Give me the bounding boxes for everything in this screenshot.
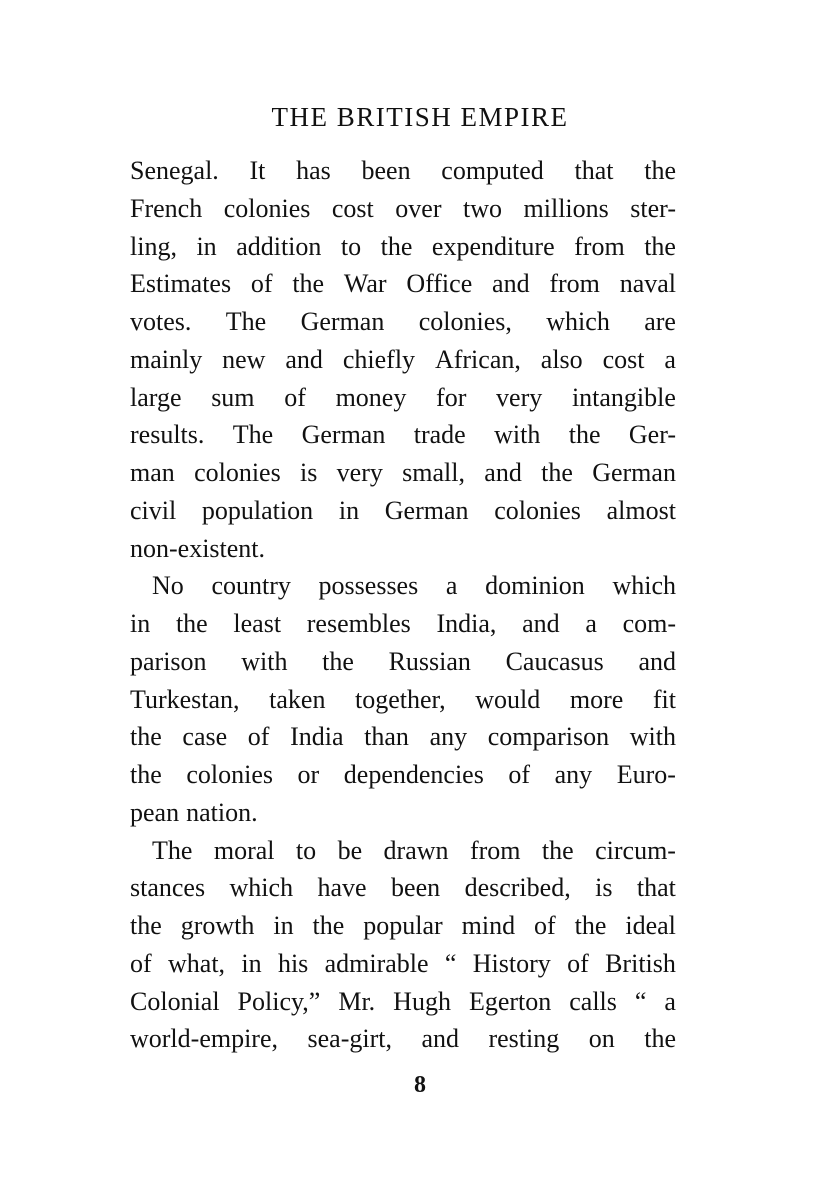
word: Turkestan, <box>130 684 240 714</box>
text-line <box>130 945 676 983</box>
word: colonies <box>494 495 581 525</box>
word: and <box>492 269 530 299</box>
text-line <box>130 567 676 605</box>
word: comparison <box>487 722 610 752</box>
word: and <box>285 344 323 374</box>
word: world-empire, <box>130 1024 279 1054</box>
word: expenditure <box>431 231 555 261</box>
word: would <box>475 684 541 714</box>
word: is <box>300 458 318 487</box>
word: Estimates <box>130 269 232 299</box>
word: over <box>395 193 442 223</box>
word: Egerton <box>468 986 552 1016</box>
word: mind <box>461 911 516 940</box>
word: any <box>429 722 468 752</box>
word: with <box>629 722 676 752</box>
word: has <box>296 156 331 185</box>
word: case <box>182 722 228 752</box>
word: German <box>592 458 676 487</box>
word: India, <box>436 609 497 638</box>
word: No <box>152 571 184 601</box>
text-line <box>130 454 676 492</box>
word: “ <box>444 948 457 978</box>
word: his <box>277 948 309 978</box>
word: drawn <box>383 835 449 865</box>
word: which <box>229 873 294 903</box>
word: resting <box>488 1024 560 1054</box>
word: a <box>664 344 676 374</box>
word: Colonial <box>130 986 220 1016</box>
text-line <box>130 416 676 454</box>
word: fit <box>652 684 676 714</box>
body-text <box>130 152 676 1058</box>
word: population <box>201 495 314 525</box>
word: man <box>130 458 175 487</box>
word: German <box>384 495 469 525</box>
word: ster- <box>630 193 676 223</box>
word: described, <box>464 873 571 903</box>
word: small, <box>402 458 465 487</box>
word: sum <box>211 382 255 412</box>
word: which <box>612 571 676 601</box>
word: of <box>130 948 152 978</box>
word: Caucasus <box>505 646 604 676</box>
word: possesses <box>318 571 419 601</box>
word: from <box>549 269 600 299</box>
word: calls <box>569 986 617 1016</box>
word: growth <box>180 911 255 940</box>
word: are <box>644 307 676 336</box>
word: in <box>338 495 360 525</box>
word: be <box>337 835 363 865</box>
word: cost <box>602 344 645 374</box>
word: also <box>540 344 583 374</box>
word: and <box>638 646 676 676</box>
text-line <box>130 1020 676 1058</box>
word: the <box>312 911 345 940</box>
word: that <box>574 156 614 185</box>
word: to <box>295 835 317 865</box>
word: a <box>585 609 597 638</box>
word: from <box>469 835 521 865</box>
word: of <box>508 760 531 789</box>
text-line <box>130 718 676 756</box>
word: German <box>301 420 386 450</box>
word: with <box>241 646 288 676</box>
text-line <box>130 756 676 794</box>
word: civil <box>130 495 177 525</box>
text-line <box>130 379 676 417</box>
text-line <box>130 303 676 341</box>
word: new <box>222 344 266 374</box>
word: nation. <box>186 797 258 827</box>
text-line <box>130 983 676 1021</box>
word: the <box>644 156 676 185</box>
word: trade <box>413 420 466 450</box>
word: British <box>605 948 676 978</box>
word: country <box>211 571 291 601</box>
word: the <box>541 835 574 865</box>
word: naval <box>619 269 676 299</box>
word: Russian <box>388 646 471 676</box>
word: large <box>130 382 182 412</box>
word: stances <box>130 873 206 903</box>
word: with <box>494 420 541 450</box>
word: the <box>574 911 607 940</box>
word: dominion <box>485 571 585 601</box>
word: the <box>380 231 413 261</box>
word: com- <box>622 609 676 638</box>
word: Policy,” <box>237 986 321 1016</box>
word: African, <box>434 344 521 374</box>
word: Office <box>406 269 473 299</box>
text-line <box>130 530 676 568</box>
word: millions <box>523 193 609 223</box>
word: what, <box>168 948 226 978</box>
word: colonies <box>194 458 281 487</box>
page-number: 8 <box>414 1072 426 1098</box>
word: very <box>336 458 383 487</box>
word: sea-girt, <box>307 1024 392 1054</box>
word: German <box>300 307 385 336</box>
text-line <box>130 907 676 945</box>
word: admirable <box>324 948 429 978</box>
text-line <box>130 228 676 266</box>
word: intangible <box>571 382 676 412</box>
word: the <box>292 269 325 299</box>
word: two <box>463 193 503 223</box>
word: and <box>421 1024 459 1054</box>
word: from <box>574 231 625 261</box>
word: Euro- <box>616 760 676 789</box>
word: the <box>322 646 354 676</box>
word: the <box>130 911 162 940</box>
word: colonies <box>223 193 311 223</box>
word: Hugh <box>393 986 451 1016</box>
word: that <box>636 873 676 903</box>
word: colonies, <box>418 307 512 336</box>
word: been <box>391 873 441 903</box>
word: ideal <box>625 911 676 940</box>
word: The <box>225 307 267 336</box>
text-line <box>130 492 676 530</box>
word: pean <box>130 797 180 827</box>
word: which <box>546 307 610 336</box>
word: History <box>472 948 551 978</box>
word: the <box>568 420 601 450</box>
word: War <box>343 269 387 299</box>
word: the <box>644 231 676 261</box>
word: cost <box>331 193 374 223</box>
word: the <box>175 609 208 638</box>
word: The <box>152 835 193 865</box>
word: for <box>436 382 467 412</box>
word: in <box>130 609 151 638</box>
word: in <box>196 231 217 261</box>
text-line <box>130 869 676 907</box>
word: “ <box>634 986 647 1016</box>
word: almost <box>606 495 676 525</box>
text-line <box>130 152 676 190</box>
word: chiefly <box>342 344 416 374</box>
word: have <box>317 873 367 903</box>
word: votes. <box>130 307 192 336</box>
text-line <box>130 794 676 832</box>
word: very <box>496 382 543 412</box>
word: the <box>130 722 162 752</box>
word: India <box>290 722 344 752</box>
word: mainly <box>130 344 203 374</box>
word: taken <box>269 684 326 714</box>
word: of <box>534 911 556 940</box>
word: together, <box>355 684 446 714</box>
word: resembles <box>306 609 411 638</box>
word: any <box>554 760 593 789</box>
text-line <box>130 605 676 643</box>
word: of <box>284 382 306 412</box>
text-line <box>130 681 676 719</box>
word: non-existent. <box>130 533 266 563</box>
word: results. <box>130 420 205 450</box>
word: circum- <box>595 835 676 865</box>
word: addition <box>236 231 322 261</box>
word: least <box>233 609 282 638</box>
text-line <box>130 643 676 681</box>
word: The <box>232 420 274 450</box>
word: money <box>335 382 407 412</box>
word: a <box>445 571 458 601</box>
word: French <box>130 193 203 223</box>
word: dependencies <box>343 760 484 789</box>
word: moral <box>213 835 275 865</box>
running-head: THE BRITISH EMPIRE <box>271 102 569 132</box>
word: more <box>569 684 624 714</box>
word: Ger- <box>628 420 676 450</box>
word: to <box>340 231 362 261</box>
word: on <box>588 1024 615 1054</box>
word: of <box>247 722 270 752</box>
word: and <box>522 609 560 638</box>
text-line <box>130 832 676 870</box>
word: than <box>364 722 409 752</box>
word: the <box>644 1024 676 1054</box>
word: the <box>130 760 162 789</box>
word: the <box>541 458 573 487</box>
word: in <box>273 911 294 940</box>
text-line <box>130 341 676 379</box>
word: a <box>664 986 676 1016</box>
word: Senegal. <box>130 156 219 185</box>
text-line <box>130 190 676 228</box>
word: parison <box>130 646 207 676</box>
word: computed <box>441 156 544 185</box>
word: in <box>241 948 262 978</box>
word: or <box>297 760 320 789</box>
word: ling, <box>130 231 177 261</box>
word: and <box>484 458 522 487</box>
word: been <box>361 156 411 185</box>
word: It <box>249 156 266 185</box>
word: popular <box>363 911 443 940</box>
text-line <box>130 265 676 303</box>
word: of <box>567 948 589 978</box>
word: of <box>250 269 273 299</box>
word: Mr. <box>338 986 376 1016</box>
word: colonies <box>186 760 273 789</box>
word: is <box>595 873 613 903</box>
